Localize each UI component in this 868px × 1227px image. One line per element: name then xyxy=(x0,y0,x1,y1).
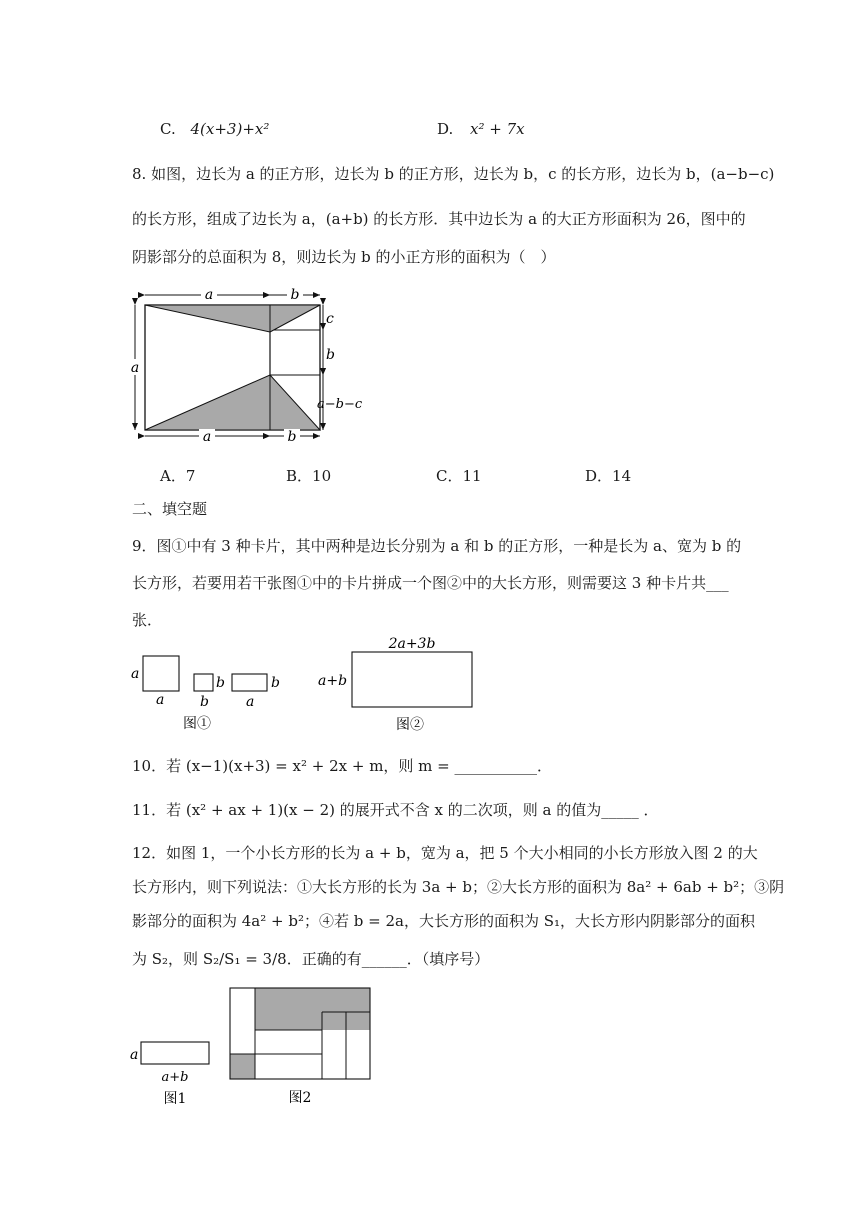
q8-line1: 8. 如图，边长为 a 的正方形，边长为 b 的正方形，边长为 b，c 的长方形，边长为 b，(a−b−c) xyxy=(132,165,775,183)
option-d xyxy=(437,118,525,140)
q9-f1-a-left: a xyxy=(131,666,140,682)
q9-f1-a-bottom: a xyxy=(156,692,165,708)
q9-f1-rect-a: a xyxy=(246,694,255,710)
q12-line3: 影部分的面积为 4a² + b²；④若 b = 2a，大长方形的面积为 S₁，大长方形内阴影部分的面积 xyxy=(132,912,756,930)
q9-line2: 长方形，若要用若干张图①中的卡片拼成一个图②中的大长方形，则需要这 3 种卡片共___ xyxy=(132,574,729,592)
q8-figure xyxy=(125,283,365,443)
q9-f1-rect-b: b xyxy=(271,675,280,691)
q12-figure-1 xyxy=(125,1035,220,1110)
q12-line2: 长方形内，则下列说法：①大长方形的长为 3a + b；②大长方形的面积为 8a² + 6ab + b²；③阴 xyxy=(132,878,785,896)
q8-option-c: C．11 xyxy=(436,467,482,485)
q12-line4: 为 S₂，则 S₂/S₁ = 3/8．正确的有______．（填序号） xyxy=(132,950,490,968)
option-d-label: D. xyxy=(437,120,454,138)
q12-shade-top xyxy=(255,988,370,1030)
q8-top-a: a xyxy=(204,287,214,303)
q8-top-b: b xyxy=(290,287,300,303)
option-d-expr: x² + 7x xyxy=(470,120,525,138)
option-c xyxy=(160,118,269,140)
q9-figure-2 xyxy=(312,632,487,734)
option-c-expr: 4(x+3)+x² xyxy=(190,120,270,138)
q12-f1-left: a xyxy=(130,1047,139,1063)
q8-right-c: c xyxy=(326,311,334,327)
q8-shade-bottom-right xyxy=(270,375,320,430)
q12-f2-caption: 图2 xyxy=(288,1090,312,1106)
q9-line3: 张． xyxy=(132,611,163,629)
q8-right-b: b xyxy=(326,347,335,363)
q9-f2-top: 2a+3b xyxy=(388,636,436,652)
q9-f1-b-right: b xyxy=(216,675,225,691)
q8-line2: 的长方形，组成了边长为 a，(a+b) 的长方形．其中边长为 a 的大正方形面积为 26，图中的 xyxy=(132,210,746,228)
q12-shade-bottom-left xyxy=(230,1054,255,1079)
section-title: 二、填空题 xyxy=(132,500,208,518)
q8-shade-top-right xyxy=(270,305,320,332)
q9-f1-caption: 图① xyxy=(183,716,211,732)
q9-figure-1 xyxy=(125,648,290,733)
q8-option-a: A．7 xyxy=(160,467,196,485)
q12-line1: 12．如图 1，一个小长方形的长为 a + b，宽为 a，把 5 个大小相同的小长方形放入图 2 的大 xyxy=(132,844,758,862)
q12-f1-caption: 图1 xyxy=(163,1091,187,1107)
q10-text: 10．若 (x−1)(x+3) = x² + 2x + m，则 m = ___________． xyxy=(132,757,553,775)
q9-line1: 9．图①中有 3 种卡片，其中两种是边长分别为 a 和 b 的正方形，一种是长为 a、宽为 b 的 xyxy=(132,537,742,555)
q11-text: 11．若 (x² + ax + 1)(x − 2) 的展开式不含 x 的二次项，则 a 的值为_____ ． xyxy=(132,801,659,819)
q8-shade-top-left xyxy=(145,305,270,332)
q8-bottom-b: b xyxy=(287,429,297,443)
option-c-label: C. xyxy=(160,120,176,138)
q8-option-d: D．14 xyxy=(585,467,632,485)
q9-f1-b-bottom: b xyxy=(200,694,209,710)
q8-bottom-a: a xyxy=(202,429,212,443)
q9-f2-left: a+b xyxy=(318,673,348,689)
q8-line3: 阴影部分的总面积为 8，则边长为 b 的小正方形的面积为（ ） xyxy=(132,248,556,266)
q8-left-a: a xyxy=(130,360,140,376)
q8-shade-bottom-left xyxy=(145,375,270,430)
q12-f1-bottom: a+b xyxy=(161,1070,189,1085)
q8-option-b: B．10 xyxy=(286,467,332,485)
q9-f2-caption: 图② xyxy=(396,717,424,733)
q12-figure-2 xyxy=(225,983,375,1113)
q8-right-abc: a−b−c xyxy=(317,397,363,412)
